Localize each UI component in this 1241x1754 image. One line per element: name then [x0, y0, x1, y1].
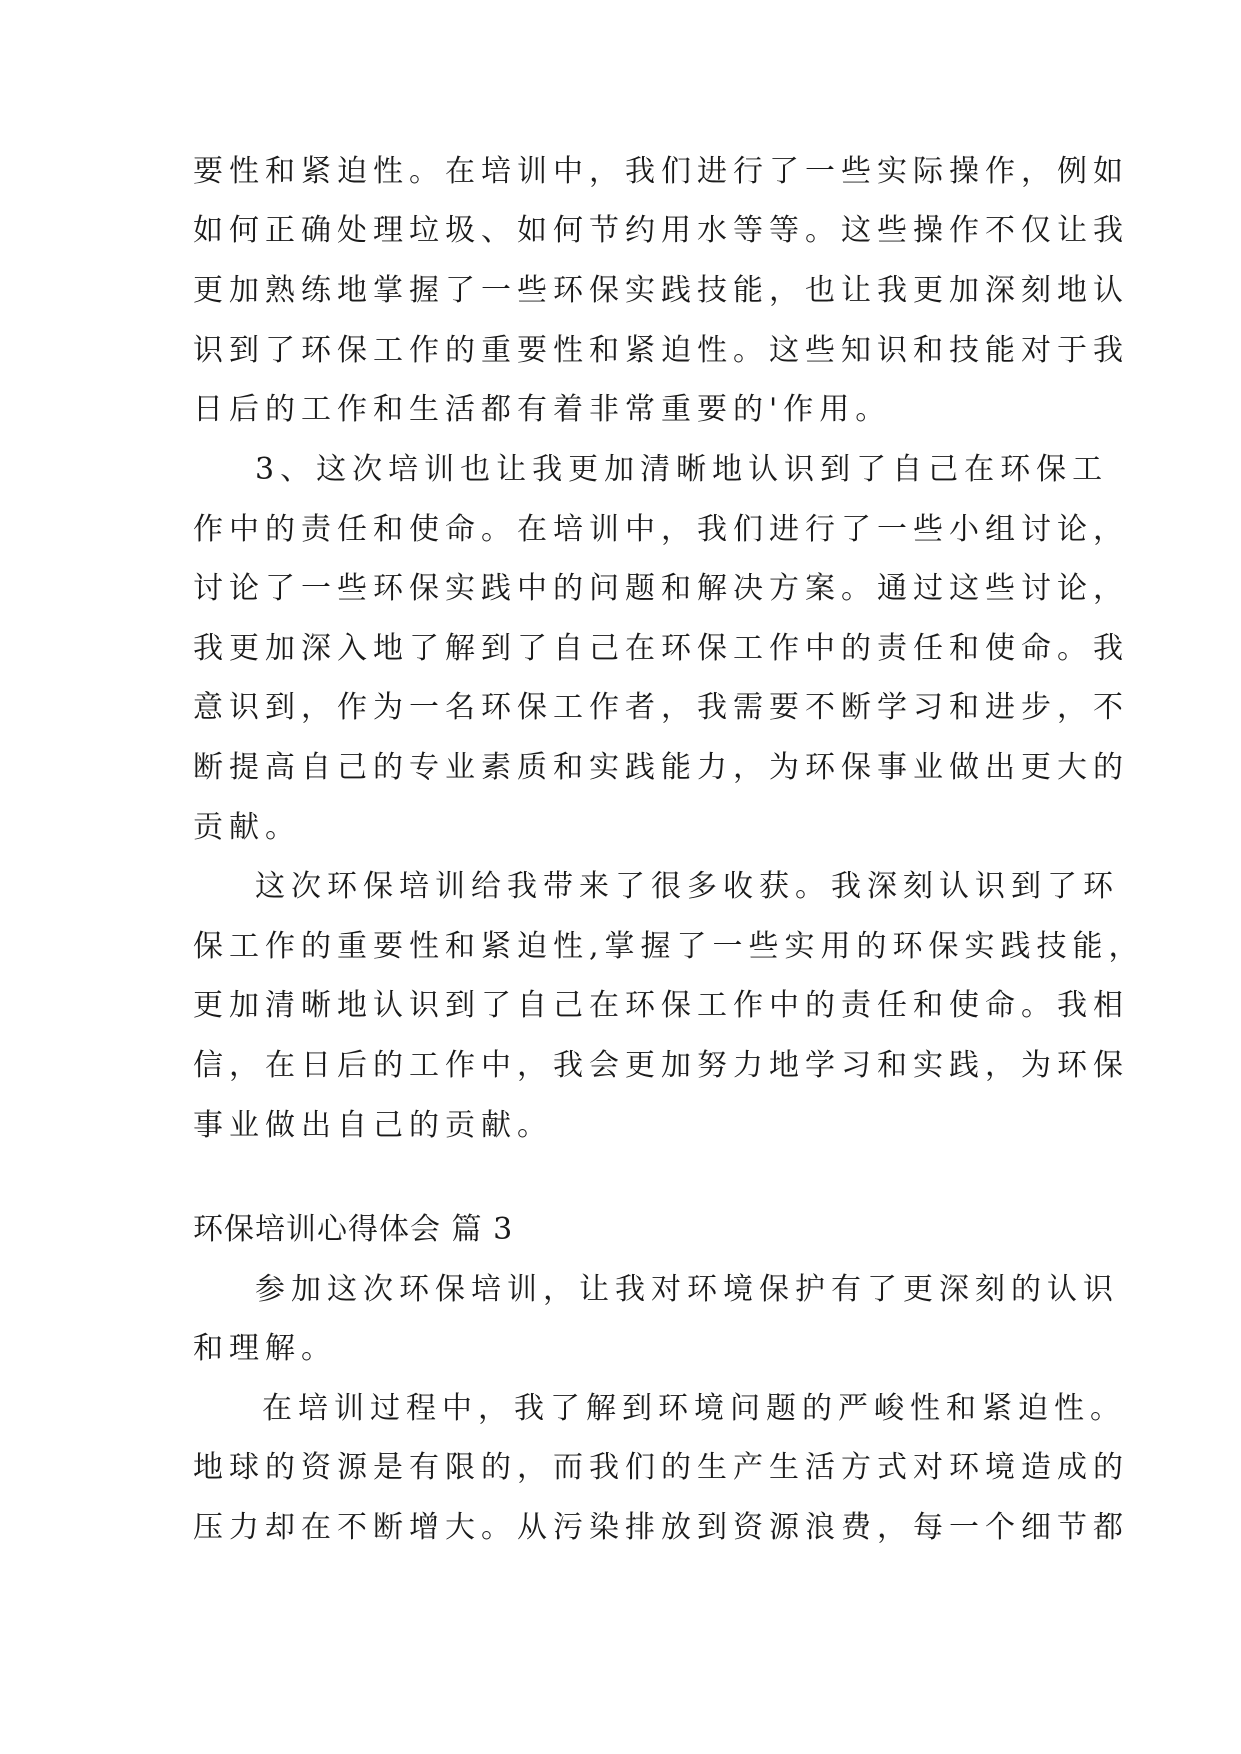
section-heading: 环保培训心得体会 篇 3 — [193, 1212, 514, 1247]
text-line: 如何正确处理垃圾、如何节约用水等等。这些操作不仅让我 — [193, 213, 1129, 248]
text-line: 贡献。 — [193, 810, 301, 845]
text-line: 断提高自己的专业素质和实践能力，为环保事业做出更大的 — [193, 750, 1129, 785]
text-line: 日后的工作和生活都有着非常重要的'作用。 — [193, 392, 892, 427]
text-line: 我更加深入地了解到了自己在环保工作中的责任和使命。我 — [193, 631, 1129, 666]
text-line: 信，在日后的工作中，我会更加努力地学习和实践，为环保 — [193, 1048, 1129, 1083]
paragraph-start-line: 在培训过程中，我了解到环境问题的严峻性和紧迫性。 — [262, 1391, 1126, 1426]
paragraph-start-line: 3、这次培训也让我更加清晰地认识到了自己在环保工 — [255, 452, 1109, 487]
text-line: 事业做出自己的贡献。 — [193, 1108, 553, 1143]
text-line: 作中的责任和使命。在培训中，我们进行了一些小组讨论， — [193, 512, 1129, 547]
text-line: 讨论了一些环保实践中的问题和解决方案。通过这些讨论， — [193, 571, 1129, 606]
text-line: 和理解。 — [193, 1331, 337, 1366]
text-line: 保工作的重要性和紧迫性,掌握了一些实用的环保实践技能， — [193, 929, 1145, 964]
text-line: 识到了环保工作的重要性和紧迫性。这些知识和技能对于我 — [193, 333, 1129, 368]
paragraph-start-line: 参加这次环保培训，让我对环境保护有了更深刻的认识 — [255, 1272, 1119, 1307]
paragraph-start-line: 这次环保培训给我带来了很多收获。我深刻认识到了环 — [255, 869, 1119, 904]
text-line: 更加熟练地掌握了一些环保实践技能，也让我更加深刻地认 — [193, 273, 1129, 308]
text-line: 压力却在不断增大。从污染排放到资源浪费，每一个细节都 — [193, 1510, 1129, 1545]
text-line: 要性和紧迫性。在培训中，我们进行了一些实际操作，例如 — [193, 154, 1129, 189]
text-line: 地球的资源是有限的，而我们的生产生活方式对环境造成的 — [193, 1450, 1129, 1485]
text-line: 意识到，作为一名环保工作者，我需要不断学习和进步，不 — [193, 690, 1129, 725]
text-line: 更加清晰地认识到了自己在环保工作中的责任和使命。我相 — [193, 988, 1129, 1023]
